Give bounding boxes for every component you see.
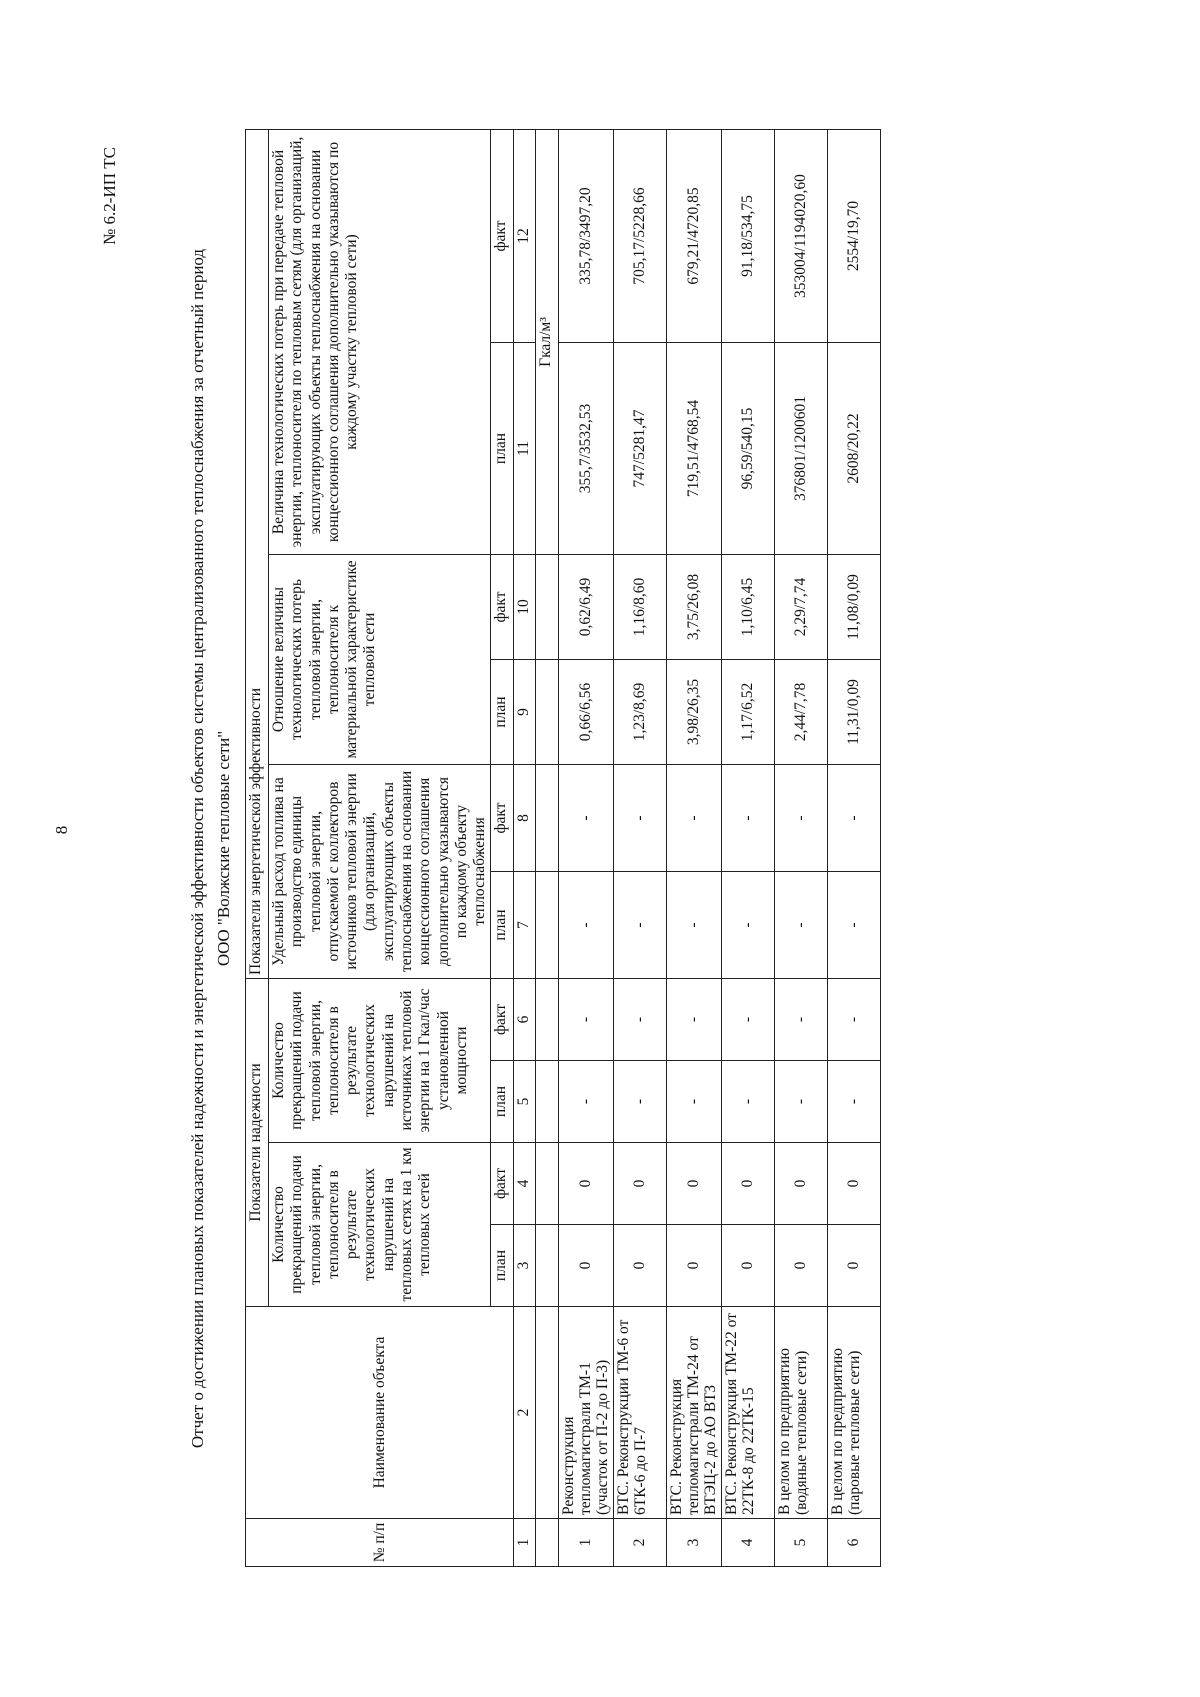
col-number: 11 [514, 343, 535, 555]
cell-value: 96,59/540,15 [721, 343, 774, 555]
cell-value: 0 [827, 1143, 880, 1225]
header-fuel-consumption: Удельный расход топлива на производство единицы тепловой энергии, отпускаемой с коллекторов источников тепловой энергии (для организаций, эксплуатирующих объекты теплоснабжения на основании концессионного соглашения дополнительно указываются по каждому объекту теплоснабжения [269, 765, 491, 979]
object-name: В целом по предприятию (паровые тепловые сети) [827, 1307, 880, 1519]
cell-value: 0 [721, 1143, 774, 1225]
cell-value: 11,08/0,09 [827, 555, 880, 660]
col-number: 1 [514, 1519, 535, 1567]
header-name: Наименование объекта [246, 1307, 514, 1519]
col-number: 3 [514, 1225, 535, 1307]
header-fact: факт [491, 130, 514, 343]
header-fact: факт [491, 765, 514, 872]
cell-value: - [558, 872, 613, 979]
cell-value: - [774, 1061, 827, 1143]
row-index: 4 [721, 1519, 774, 1567]
cell-value: 353004/1194020,60 [774, 130, 827, 343]
cell-value: 1,17/6,52 [721, 660, 774, 765]
cell-value: - [666, 872, 721, 979]
cell-value: 0 [721, 1225, 774, 1307]
cell-value: 3,98/26,35 [666, 660, 721, 765]
cell-value: 0 [774, 1225, 827, 1307]
row-index: 2 [613, 1519, 666, 1567]
header-efficiency-group: Показатели энергетической эффективности [246, 130, 269, 979]
cell-value: - [774, 872, 827, 979]
cell-value: - [558, 979, 613, 1061]
header-num: № п/п [246, 1519, 514, 1567]
table-row [774, 130, 827, 1567]
col-number: 12 [514, 130, 535, 343]
cell-value: - [613, 872, 666, 979]
cell-value: 747/5281,47 [613, 343, 666, 555]
cell-value: 0 [666, 1225, 721, 1307]
page-number: 8 [52, 825, 71, 835]
unit-label: Гкал/м³ [535, 130, 558, 555]
header-reliability-group: Показатели надежности [246, 979, 269, 1307]
object-name: ВТС. Реконструкция ТМ-22 от 22ТК-8 до 22ТК-15 [721, 1307, 774, 1519]
cell-value: 0 [774, 1143, 827, 1225]
cell-value: - [774, 979, 827, 1061]
object-name: В целом по предприятию (водяные тепловые сети) [774, 1307, 827, 1519]
cell-value: - [721, 765, 774, 872]
cell-value: - [827, 979, 880, 1061]
cell-value: - [827, 1061, 880, 1143]
table-row [558, 130, 613, 1567]
cell-value: 11,31/0,09 [827, 660, 880, 765]
cell-value: - [774, 765, 827, 872]
cell-value: 3,75/26,08 [666, 555, 721, 660]
cell-value: 679,21/4720,85 [666, 130, 721, 343]
col-number: 6 [514, 979, 535, 1061]
cell-value: 719,51/4768,54 [666, 343, 721, 555]
row-index: 6 [827, 1519, 880, 1567]
cell-value: - [613, 979, 666, 1061]
cell-value: - [613, 1061, 666, 1143]
header-interruptions-gcal: Количество прекращений подачи тепловой энергии, теплоносителя в результате технологических нарушений на источниках тепловой энергии на 1 Гкал/час установленной мощности [269, 979, 491, 1143]
cell-value: - [827, 872, 880, 979]
cell-value: 1,16/8,60 [613, 555, 666, 660]
cell-value: 91,18/534,75 [721, 130, 774, 343]
cell-value: 2608/20,22 [827, 343, 880, 555]
object-name: ВТС. Реконструкция тепломагистрали ТМ-24 от ВТЭЦ-2 до АО ВТЗ [666, 1307, 721, 1519]
col-number: 7 [514, 872, 535, 979]
cell-value: - [721, 872, 774, 979]
table-row [721, 130, 774, 1567]
header-plan: план [491, 872, 514, 979]
cell-value: 0 [827, 1225, 880, 1307]
cell-value: 1,23/8,69 [613, 660, 666, 765]
object-name: ВТС. Реконструкции ТМ-6 от 6ТК-6 до П-7 [613, 1307, 666, 1519]
table-row [613, 130, 666, 1567]
cell-value: - [721, 1061, 774, 1143]
report-table [245, 129, 881, 1567]
cell-value: 0 [666, 1143, 721, 1225]
report-title: Отчет о достижении плановых показателей надежности и энергетической эффективности объектов системы централизованного теплоснабжения за отчетный период [188, 248, 207, 1449]
cell-value: 705,17/5228,66 [613, 130, 666, 343]
header-plan: план [491, 660, 514, 765]
col-number: 8 [514, 765, 535, 872]
cell-value: 376801/1200601 [774, 343, 827, 555]
row-index: 5 [774, 1519, 827, 1567]
header-plan: план [491, 1061, 514, 1143]
header-loss-value: Величина технологических потерь при передаче тепловой энергии, теплоносителя по тепловым сетям (для организаций, эксплуатирующих объекты теплоснабжения на основании концессионного соглашения дополнительно указываются по каждому участку тепловой сети) [269, 130, 491, 555]
cell-value: 355,7/3532,53 [558, 343, 613, 555]
cell-value: 0 [613, 1225, 666, 1307]
cell-value: - [666, 979, 721, 1061]
cell-value: - [666, 1061, 721, 1143]
col-number: 2 [514, 1307, 535, 1519]
cell-value: 0,66/6,56 [558, 660, 613, 765]
cell-value: - [558, 765, 613, 872]
cell-value: - [827, 765, 880, 872]
col-number: 9 [514, 660, 535, 765]
col-number: 10 [514, 555, 535, 660]
cell-value: 0 [558, 1143, 613, 1225]
cell-value: 335,78/3497,20 [558, 130, 613, 343]
table-row [827, 130, 880, 1567]
object-name: Реконструкция тепломагистрали ТМ-1 (участок от П-2 до П-3) [558, 1307, 613, 1519]
cell-value: 0,62/6,49 [558, 555, 613, 660]
header-fact: факт [491, 1143, 514, 1225]
header-loss-ratio: Отношение величины технологических потерь тепловой энергии, теплоносителя к материальной характеристике тепловой сети [269, 555, 491, 765]
header-plan: план [491, 1225, 514, 1307]
row-index: 1 [558, 1519, 613, 1567]
row-index: 3 [666, 1519, 721, 1567]
cell-value: 0 [558, 1225, 613, 1307]
cell-value: 2,44/7,78 [774, 660, 827, 765]
cell-value: - [666, 765, 721, 872]
header-plan: план [491, 343, 514, 555]
cell-value: 2,29/7,74 [774, 555, 827, 660]
col-number: 5 [514, 1061, 535, 1143]
cell-value: 1,10/6,45 [721, 555, 774, 660]
cell-value: - [613, 765, 666, 872]
cell-value: 0 [613, 1143, 666, 1225]
header-fact: факт [491, 555, 514, 660]
header-interruptions-km: Количество прекращений подачи тепловой энергии, теплоносителя в результате технологических нарушений на тепловых сетях на 1 км тепловых сетей [269, 1143, 491, 1307]
organization-name: ООО "Волжские тепловые сети" [214, 730, 233, 967]
cell-value: 2554/19,70 [827, 130, 880, 343]
document-code: № 6.2-ИП ТС [100, 147, 119, 245]
cell-value: - [721, 979, 774, 1061]
header-fact: факт [491, 979, 514, 1061]
cell-value: - [558, 1061, 613, 1143]
col-number: 4 [514, 1143, 535, 1225]
table-row [666, 130, 721, 1567]
